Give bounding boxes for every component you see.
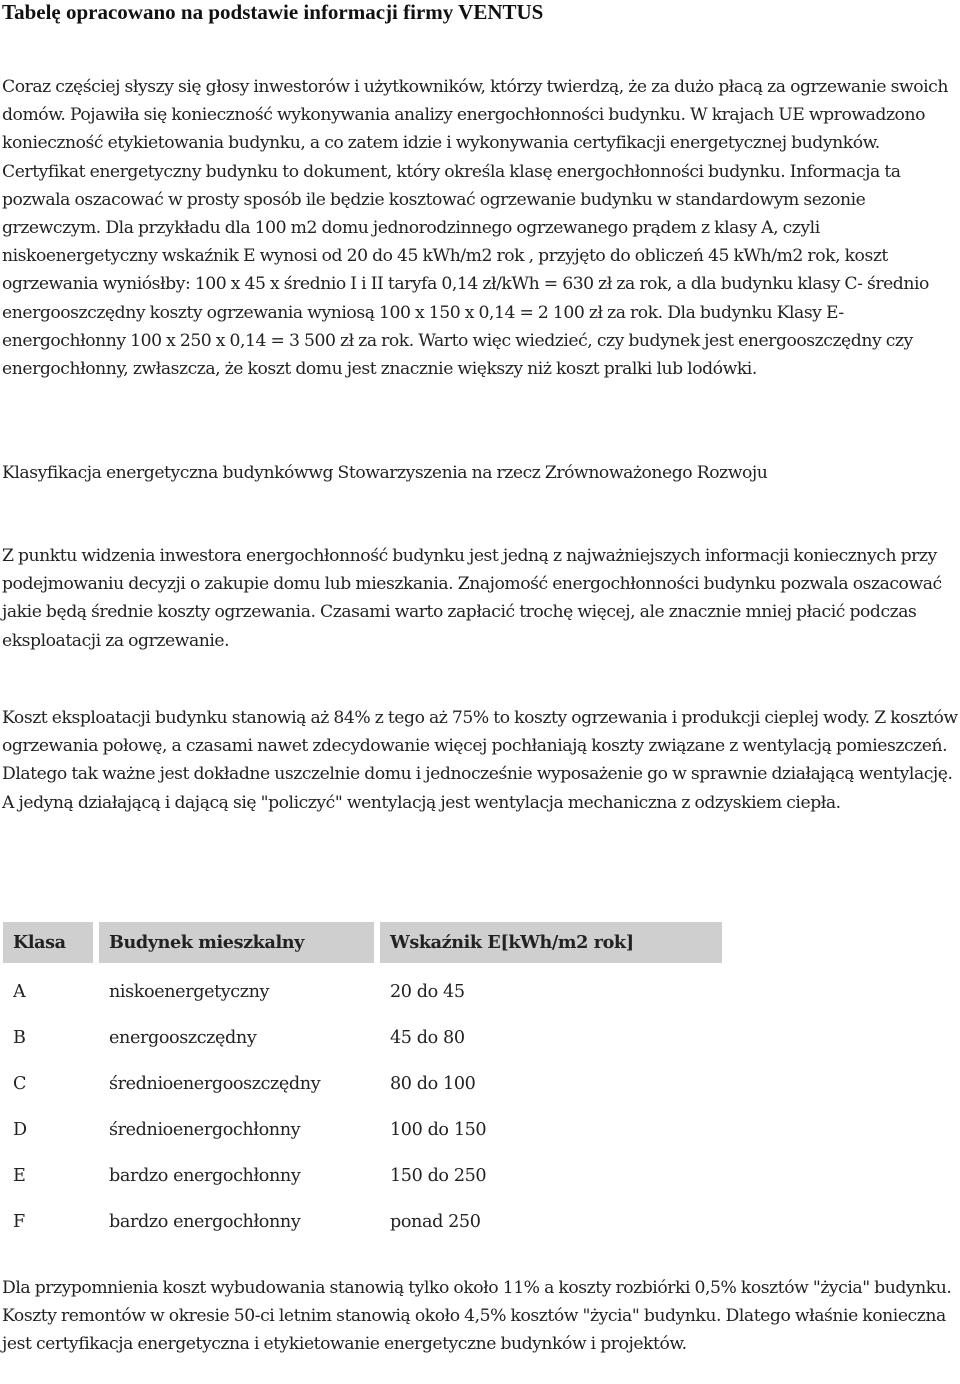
table-cell: 100 do 150 bbox=[390, 1120, 487, 1140]
table-row bbox=[3, 1153, 722, 1199]
table-row bbox=[3, 1015, 722, 1061]
table-cell: 45 do 80 bbox=[390, 1028, 465, 1048]
table-cell: E bbox=[13, 1166, 26, 1186]
table-cell: 80 do 100 bbox=[390, 1074, 476, 1094]
table-cell: ponad 250 bbox=[390, 1212, 481, 1232]
reminder-paragraph: Dla przypomnienia koszt wybudowania stanowią tylko około 11% a koszty rozbiórki 0,5% kosztów "życia" budynku. Koszty remontów w okresie 50-ci letnim stanowią około 4,5% kosztów "życia" budynku. Dlatego właśnie konieczna jest certyfikacja energetyczna i etykietowanie energetyczne budynków i projektów. bbox=[2, 1278, 952, 1355]
document-title: Tabelę opracowano na podstawie informacji firmy VENTUS bbox=[2, 0, 544, 24]
table-cell: C bbox=[13, 1074, 27, 1094]
table-cell: F bbox=[13, 1212, 25, 1232]
table-cell: bardzo energochłonny bbox=[109, 1212, 301, 1232]
table-cell: bardzo energochłonny bbox=[109, 1166, 301, 1186]
table-row bbox=[3, 1061, 722, 1107]
column-header: Klasa bbox=[3, 922, 99, 963]
table-cell: średnioenergooszczędny bbox=[109, 1074, 321, 1094]
table-cell: niskoenergetyczny bbox=[109, 982, 270, 1002]
table-cell: średnioenergochłonny bbox=[109, 1120, 301, 1140]
investor-paragraph: Z punktu widzenia inwestora energochłonność budynku jest jedną z najważniejszych informacji koniecznych przy podejmowaniu decyzji o zakupie domu lub mieszkania. Znajomość energochłonności budynku pozwala oszacować jakie będą średnie koszty ogrzewania. Czasami warto zapłacić trochę więcej, ale znacznie mniej płacić podczas eksploatacji za ogrzewanie. bbox=[2, 546, 942, 651]
table-cell: B bbox=[13, 1028, 26, 1048]
table-header-row bbox=[3, 922, 722, 963]
column-header: Budynek mieszkalny bbox=[99, 922, 380, 963]
energy-class-table bbox=[3, 922, 722, 1245]
table-cell: A bbox=[13, 982, 26, 1002]
classification-caption: Klasyfikacja energetyczna budynkówwg Stowarzyszenia na rzecz Zrównoważonego Rozwoju bbox=[2, 463, 768, 483]
table-row bbox=[3, 963, 722, 1015]
table-row bbox=[3, 1107, 722, 1153]
table-cell: 20 do 45 bbox=[390, 982, 465, 1002]
table-row bbox=[3, 1199, 722, 1245]
column-header: Wskaźnik E[kWh/m2 rok] bbox=[380, 922, 722, 963]
costs-paragraph: Koszt eksploatacji budynku stanowią aż 84% z tego aż 75% to koszty ogrzewania i produkcji cieplej wody. Z kosztów ogrzewania połowę, a czasami nawet zdecydowanie więcej pochłaniają koszty związane z wentylacją pomieszczeń. Dlatego tak ważne jest dokładne uszczelnie domu i jednocześnie wyposażenie go w sprawnie działającą wentylację. A jedyną działającą i dającą się "policzyć" wentylacją jest wentylacja mechaniczna z odzyskiem ciepła. bbox=[2, 708, 958, 813]
table-cell: energooszczędny bbox=[109, 1028, 257, 1048]
table-cell: D bbox=[13, 1120, 27, 1140]
intro-paragraph: Coraz częściej słyszy się głosy inwestorów i użytkowników, którzy twierdzą, że za dużo płacą za ogrzewanie swoich domów. Pojawiła się konieczność wykonywania analizy energochłonności budynku. W krajach UE wprowadzono konieczność etykietowania budynku, a co zatem idzie i wykonywania certyfikacji energetycznej budynków. Certyfikat energetyczny budynku to dokument, który określa klasę energochłonności budynku. Informacja ta pozwala oszacować w prosty sposób ile będzie kosztować ogrzewanie budynku w standardowym sezonie grzewczym. Dla przykładu dla 100 m2 domu jednorodzinnego ogrzewanego prądem z klasy A, czyli niskoenergetyczny wskaźnik E wynosi od 20 do 45 kWh/m2 rok , przyjęto do obliczeń 45 kWh/m2 rok, koszt ogrzewania wyniósłby: 100 x 45 x średnio I i II taryfa 0,14 zł/kWh = 630 zł za rok, a dla budynku klasy C- średnio energooszczędny koszty ogrzewania wyniosą 100 x 150 x 0,14 = 2 100 zł za rok. Dla budynku Klasy E- energochłonny 100 x 250 x 0,14 = 3 500 zł za rok. Warto więc wiedzieć, czy budynek jest energooszczędny czy energochłonny, zwłaszcza, że koszt domu jest znacznie większy niż koszt pralki lub lodówki. bbox=[2, 77, 948, 380]
table-cell: 150 do 250 bbox=[390, 1166, 487, 1186]
